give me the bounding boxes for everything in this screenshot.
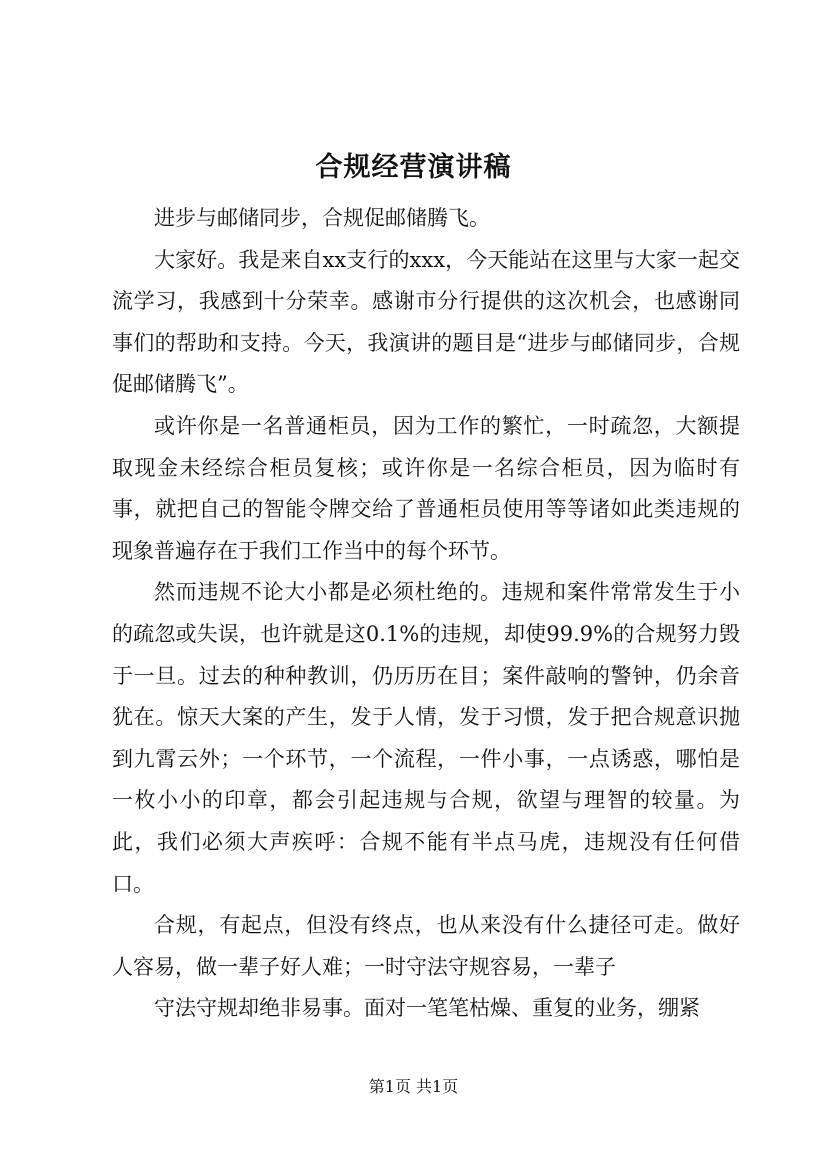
paragraph-subtitle: 进步与邮储同步，合规促邮储腾飞。 [154, 206, 490, 230]
document-body [112, 198, 740, 1030]
paragraph-examples: 或许你是一名普通柜员，因为工作的繁忙，一时疏忽，大额提取现金未经综合柜员复核；或许你是一名综合柜员，因为临时有事，就把自己的智能令牌交给了普通柜员使用等等诸如此类违规的现象普遍存在于我们工作当中的每个环节。 [112, 413, 740, 563]
paragraph-continuation: 守法守规却绝非易事。面对一笔笔枯燥、重复的业务，绷紧 [154, 996, 700, 1021]
paragraph-greeting: 大家好。我是来自xx支行的xxx，今天能站在这里与大家一起交流学习，我感到十分荣幸。感谢市分行提供的这次机会，也感谢同事们的帮助和支持。今天，我演讲的题目是“进步与邮储同步，合规促邮储腾飞”。 [112, 247, 740, 397]
document-title: 合规经营演讲稿 [315, 152, 512, 183]
page-footer: 第1页 共1页 [368, 1077, 459, 1096]
paragraph-compliance: 合规，有起点，但没有终点，也从来没有什么捷径可走。做好人容易，做一辈子好人难；一时守法守规容易，一辈子 [112, 913, 740, 979]
paragraph-violations: 然而违规不论大小都是必须杜绝的。违规和案件常常发生于小的疏忽或失误，也许就是这0.1%的违规，却使99.9%的合规努力毁于一旦。过去的种种教训，仍历历在目；案件敲响的警钟，仍余音犹在。惊天大案的产生，发于人情，发于习惯，发于把合规意识抛到九霄云外；一个环节，一个流程，一件小事，一点诱惑，哪怕是一枚小小的印章，都会引起违规与合规，欲望与理智的较量。为此，我们必须大声疾呼：合规不能有半点马虎，违规没有任何借口。 [112, 580, 740, 896]
